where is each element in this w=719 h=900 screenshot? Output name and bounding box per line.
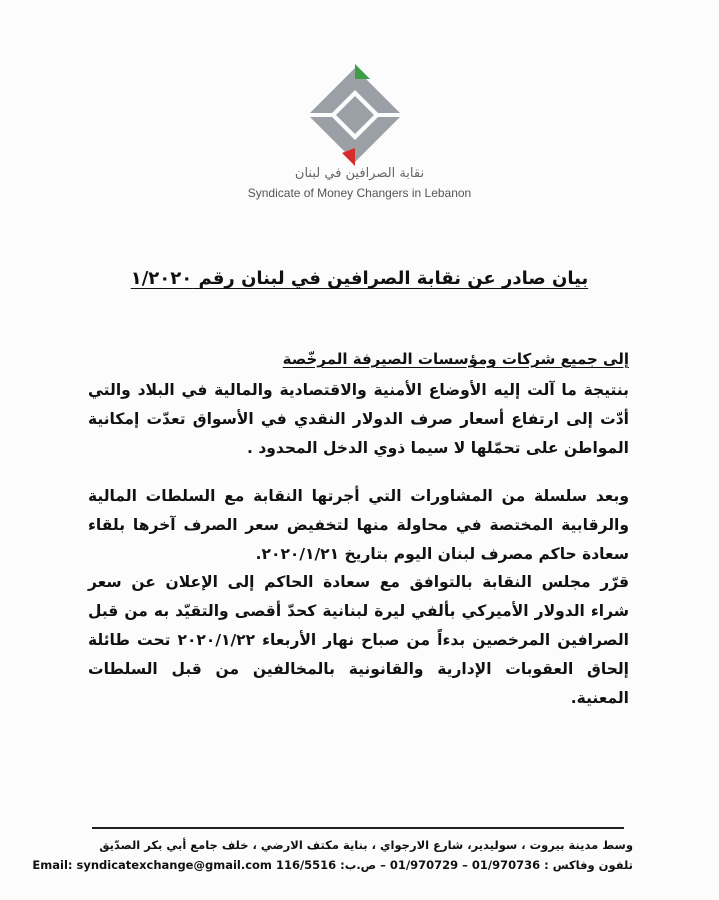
org-name-arabic: نقابة الصرافين في لبنان xyxy=(294,166,425,181)
org-name-english: Syndicate of Money Changers in Lebanon xyxy=(247,186,472,200)
statement-title: بيان صادر عن نقابة الصرافين في لبنان رقم ١/٢٠٢٠ xyxy=(130,268,589,289)
addressee-line: إلى جميع شركات ومؤسسات الصيرفة المرخّصة xyxy=(282,350,629,368)
syndicate-logo-icon xyxy=(300,60,410,170)
paragraph-1: بنتيجة ما آلت إليه الأوضاع الأمنية والاقتصادية والمالية في البلاد والتي أدّت إلى ارتفاع أسعار صرف الدولار النقدي في الأسواق تعدّت إمكانية المواطن على تحمّلها لا سيما ذوي الدخل المحدود . xyxy=(88,381,629,457)
logo-green-triangle xyxy=(355,64,370,79)
footer-address: وسط مدينة بيروت ، سوليدير، شارع الارجواي ، بناية مكتف الارضي ، خلف جامع أبي بكر الصدّيق xyxy=(99,838,633,852)
paragraph-3: قرّر مجلس النقابة بالتوافق مع سعادة الحاكم إلى الإعلان عن سعر شراء الدولار الأميركي بألفي ليرة لبنانية كحدّ أقصى والتقيّد به من قبل الصرافين المرخصين بدءاً من صباح نهار الأربعاء ٢٠٢٠/١/٢٢ تحت طائلة إلحاق العقوبات الإدارية والقانونية بالمخالفين من قبل السلطات المعنية. xyxy=(88,573,629,707)
paragraph-2: وبعد سلسلة من المشاورات التي أجرتها النقابة مع السلطات المالية والرقابية المختصة في محاولة منها لتخفيض سعر الصرف آخرها بلقاء سعادة حاكم مصرف لبنان اليوم بتاريخ ٢٠٢٠/١/٢١. xyxy=(88,487,629,563)
footer-divider xyxy=(92,827,624,829)
footer-contact: تلفون وفاكس : 01/970736 – 01/970729 – ص.ب: 116/5516 Email: syndicatexchange@gmail.com xyxy=(32,858,633,872)
